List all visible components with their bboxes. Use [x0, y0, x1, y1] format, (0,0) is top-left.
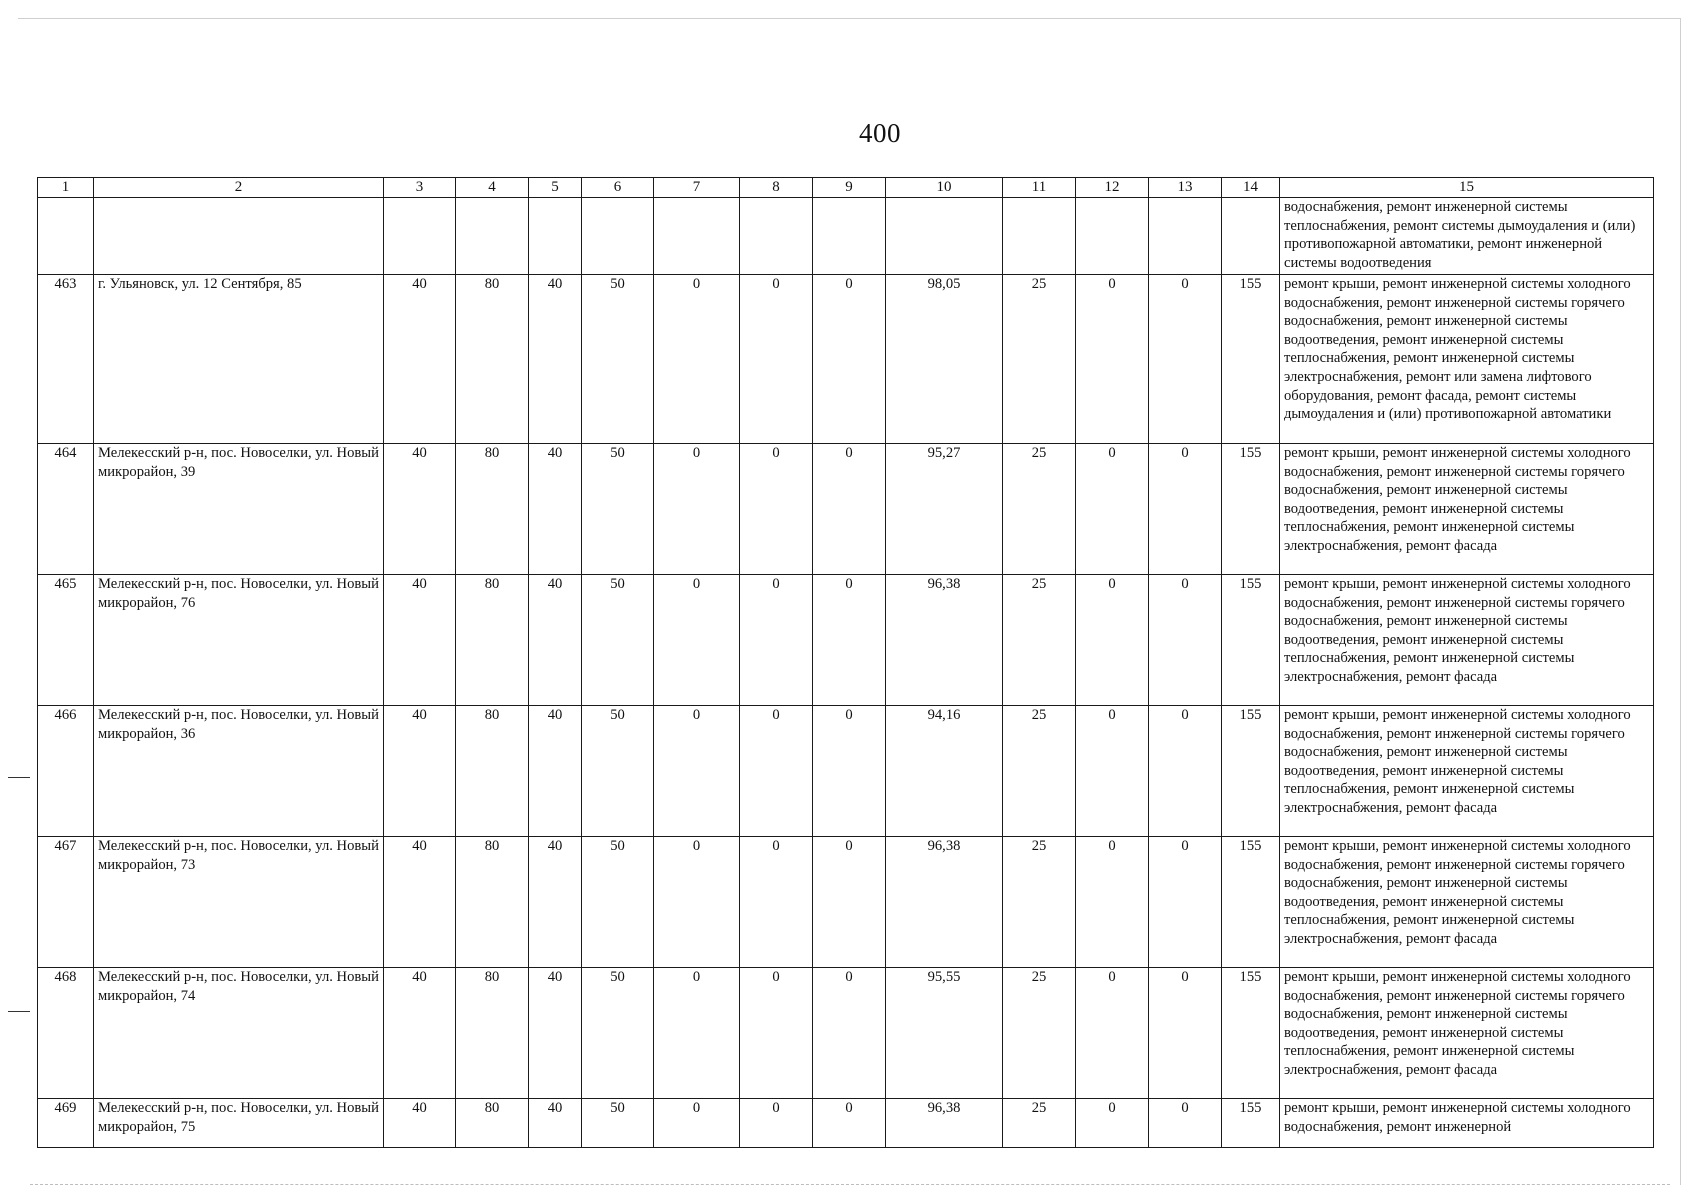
address-cell: Мелекесский р-н, пос. Новоселки, ул. Новый микрорайон, 39	[94, 444, 384, 575]
value-cell: 94,16	[886, 706, 1003, 837]
works-description-cell: ремонт крыши, ремонт инженерной системы холодного водоснабжения, ремонт инженерной системы горячего водоснабжения, ремонт инженерной системы водоотведения, ремонт инженерной системы теплоснабжения, ремонт инженерной системы электроснабжения, ремонт фасада	[1280, 837, 1654, 968]
value-cell: 0	[813, 1099, 886, 1148]
value-cell: 0	[1149, 837, 1222, 968]
value-cell: 0	[654, 275, 740, 444]
value-cell: 40	[529, 968, 582, 1099]
value-cell: 155	[1222, 444, 1280, 575]
table-cell	[94, 198, 384, 275]
value-cell: 40	[529, 706, 582, 837]
table-cell	[529, 198, 582, 275]
column-header: 3	[384, 178, 456, 198]
address-cell: Мелекесский р-н, пос. Новоселки, ул. Новый микрорайон, 73	[94, 837, 384, 968]
column-header: 1	[38, 178, 94, 198]
works-description-cell: ремонт крыши, ремонт инженерной системы холодного водоснабжения, ремонт инженерной системы горячего водоснабжения, ремонт инженерной системы водоотведения, ремонт инженерной системы теплоснабжения, ремонт инженерной системы электроснабжения, ремонт фасада	[1280, 706, 1654, 837]
column-header: 15	[1280, 178, 1654, 198]
value-cell: 25	[1003, 837, 1076, 968]
value-cell: 155	[1222, 706, 1280, 837]
value-cell: 96,38	[886, 837, 1003, 968]
value-cell: 0	[813, 444, 886, 575]
value-cell: 80	[456, 575, 529, 706]
value-cell: 40	[384, 968, 456, 1099]
table-cell	[740, 198, 813, 275]
value-cell: 40	[384, 444, 456, 575]
table-row-continuation	[38, 198, 1654, 275]
address-cell: Мелекесский р-н, пос. Новоселки, ул. Новый микрорайон, 74	[94, 968, 384, 1099]
value-cell: 80	[456, 968, 529, 1099]
value-cell: 0	[813, 837, 886, 968]
value-cell: 95,55	[886, 968, 1003, 1099]
value-cell: 0	[740, 968, 813, 1099]
works-description-cell: водоснабжения, ремонт инженерной системы теплоснабжения, ремонт системы дымоудаления и (или) противопожарной автоматики, ремонт инженерной системы водоотведения	[1280, 198, 1654, 275]
value-cell: 40	[384, 706, 456, 837]
column-header: 5	[529, 178, 582, 198]
scan-edge-mark	[8, 777, 30, 778]
table-cell	[582, 198, 654, 275]
value-cell: 40	[529, 837, 582, 968]
row-number-cell: 468	[38, 968, 94, 1099]
value-cell: 0	[813, 968, 886, 1099]
table-cell	[813, 198, 886, 275]
value-cell: 0	[813, 575, 886, 706]
value-cell: 98,05	[886, 275, 1003, 444]
page-number: 400	[859, 118, 901, 148]
value-cell: 50	[582, 575, 654, 706]
value-cell: 0	[1149, 575, 1222, 706]
value-cell: 155	[1222, 575, 1280, 706]
value-cell: 80	[456, 706, 529, 837]
column-header: 9	[813, 178, 886, 198]
value-cell: 80	[456, 275, 529, 444]
row-number-cell: 465	[38, 575, 94, 706]
value-cell: 0	[740, 575, 813, 706]
scan-edge-line	[30, 1184, 1670, 1185]
value-cell: 0	[1076, 1099, 1149, 1148]
value-cell: 0	[1076, 706, 1149, 837]
value-cell: 0	[740, 275, 813, 444]
value-cell: 0	[1076, 444, 1149, 575]
value-cell: 40	[384, 275, 456, 444]
table-cell	[384, 198, 456, 275]
value-cell: 40	[384, 837, 456, 968]
row-number-cell: 464	[38, 444, 94, 575]
row-number-cell: 467	[38, 837, 94, 968]
value-cell: 0	[1149, 968, 1222, 1099]
value-cell: 155	[1222, 275, 1280, 444]
value-cell: 40	[384, 1099, 456, 1148]
table-row	[38, 275, 1654, 444]
table-cell	[1003, 198, 1076, 275]
value-cell: 25	[1003, 706, 1076, 837]
value-cell: 0	[740, 1099, 813, 1148]
row-number-cell: 469	[38, 1099, 94, 1148]
value-cell: 0	[654, 968, 740, 1099]
table-cell	[1076, 198, 1149, 275]
value-cell: 0	[813, 706, 886, 837]
value-cell: 155	[1222, 837, 1280, 968]
value-cell: 50	[582, 275, 654, 444]
header-row	[38, 178, 1654, 198]
value-cell: 95,27	[886, 444, 1003, 575]
value-cell: 0	[740, 706, 813, 837]
value-cell: 0	[1076, 968, 1149, 1099]
value-cell: 25	[1003, 444, 1076, 575]
value-cell: 0	[654, 706, 740, 837]
column-header: 14	[1222, 178, 1280, 198]
value-cell: 0	[813, 275, 886, 444]
row-number-cell: 466	[38, 706, 94, 837]
value-cell: 0	[1076, 837, 1149, 968]
table-cell	[456, 198, 529, 275]
works-description-cell: ремонт крыши, ремонт инженерной системы холодного водоснабжения, ремонт инженерной системы горячего водоснабжения, ремонт инженерной системы водоотведения, ремонт инженерной системы теплоснабжения, ремонт инженерной системы электроснабжения, ремонт или замена лифтового оборудования, ремонт фасада, ремонт системы дымоудаления и (или) противопожарной автоматики	[1280, 275, 1654, 444]
scan-edge-mark	[8, 1011, 30, 1012]
value-cell: 96,38	[886, 1099, 1003, 1148]
column-header: 2	[94, 178, 384, 198]
address-cell: Мелекесский р-н, пос. Новоселки, ул. Новый микрорайон, 76	[94, 575, 384, 706]
table-cell	[1222, 198, 1280, 275]
table-row	[38, 968, 1654, 1099]
value-cell: 25	[1003, 275, 1076, 444]
address-cell: Мелекесский р-н, пос. Новоселки, ул. Новый микрорайон, 75	[94, 1099, 384, 1148]
value-cell: 40	[384, 575, 456, 706]
value-cell: 50	[582, 837, 654, 968]
value-cell: 25	[1003, 575, 1076, 706]
column-header: 12	[1076, 178, 1149, 198]
value-cell: 0	[654, 575, 740, 706]
value-cell: 0	[654, 1099, 740, 1148]
works-description-cell: ремонт крыши, ремонт инженерной системы холодного водоснабжения, ремонт инженерной системы горячего водоснабжения, ремонт инженерной системы водоотведения, ремонт инженерной системы теплоснабжения, ремонт инженерной системы электроснабжения, ремонт фасада	[1280, 968, 1654, 1099]
value-cell: 0	[740, 444, 813, 575]
address-cell: г. Ульяновск, ул. 12 Сентября, 85	[94, 275, 384, 444]
value-cell: 0	[1149, 275, 1222, 444]
value-cell: 0	[1149, 444, 1222, 575]
column-header: 8	[740, 178, 813, 198]
value-cell: 0	[740, 837, 813, 968]
address-cell: Мелекесский р-н, пос. Новоселки, ул. Новый микрорайон, 36	[94, 706, 384, 837]
value-cell: 0	[1076, 575, 1149, 706]
table-cell	[1149, 198, 1222, 275]
table-cell	[38, 198, 94, 275]
works-description-cell: ремонт крыши, ремонт инженерной системы холодного водоснабжения, ремонт инженерной системы горячего водоснабжения, ремонт инженерной системы водоотведения, ремонт инженерной системы теплоснабжения, ремонт инженерной системы электроснабжения, ремонт фасада	[1280, 575, 1654, 706]
value-cell: 0	[1149, 706, 1222, 837]
value-cell: 40	[529, 575, 582, 706]
value-cell: 0	[1076, 275, 1149, 444]
value-cell: 50	[582, 1099, 654, 1148]
column-header: 13	[1149, 178, 1222, 198]
table-cell	[654, 198, 740, 275]
table-row	[38, 837, 1654, 968]
value-cell: 0	[654, 444, 740, 575]
table-cell	[886, 198, 1003, 275]
value-cell: 25	[1003, 1099, 1076, 1148]
value-cell: 80	[456, 444, 529, 575]
column-header: 6	[582, 178, 654, 198]
column-header: 7	[654, 178, 740, 198]
works-description-cell: ремонт крыши, ремонт инженерной системы холодного водоснабжения, ремонт инженерной	[1280, 1099, 1654, 1148]
value-cell: 50	[582, 706, 654, 837]
value-cell: 40	[529, 275, 582, 444]
table-row	[38, 1099, 1654, 1148]
table-row	[38, 444, 1654, 575]
works-description-cell: ремонт крыши, ремонт инженерной системы холодного водоснабжения, ремонт инженерной системы горячего водоснабжения, ремонт инженерной системы водоотведения, ремонт инженерной системы теплоснабжения, ремонт инженерной системы электроснабжения, ремонт фасада	[1280, 444, 1654, 575]
value-cell: 50	[582, 444, 654, 575]
value-cell: 50	[582, 968, 654, 1099]
value-cell: 80	[456, 837, 529, 968]
value-cell: 40	[529, 444, 582, 575]
row-number-cell: 463	[38, 275, 94, 444]
repair-program-table	[37, 177, 1654, 1148]
table-row	[38, 706, 1654, 837]
value-cell: 25	[1003, 968, 1076, 1099]
column-header: 11	[1003, 178, 1076, 198]
value-cell: 96,38	[886, 575, 1003, 706]
value-cell: 80	[456, 1099, 529, 1148]
value-cell: 40	[529, 1099, 582, 1148]
table-row	[38, 575, 1654, 706]
column-header: 10	[886, 178, 1003, 198]
column-header: 4	[456, 178, 529, 198]
value-cell: 155	[1222, 1099, 1280, 1148]
value-cell: 0	[1149, 1099, 1222, 1148]
value-cell: 155	[1222, 968, 1280, 1099]
value-cell: 0	[654, 837, 740, 968]
